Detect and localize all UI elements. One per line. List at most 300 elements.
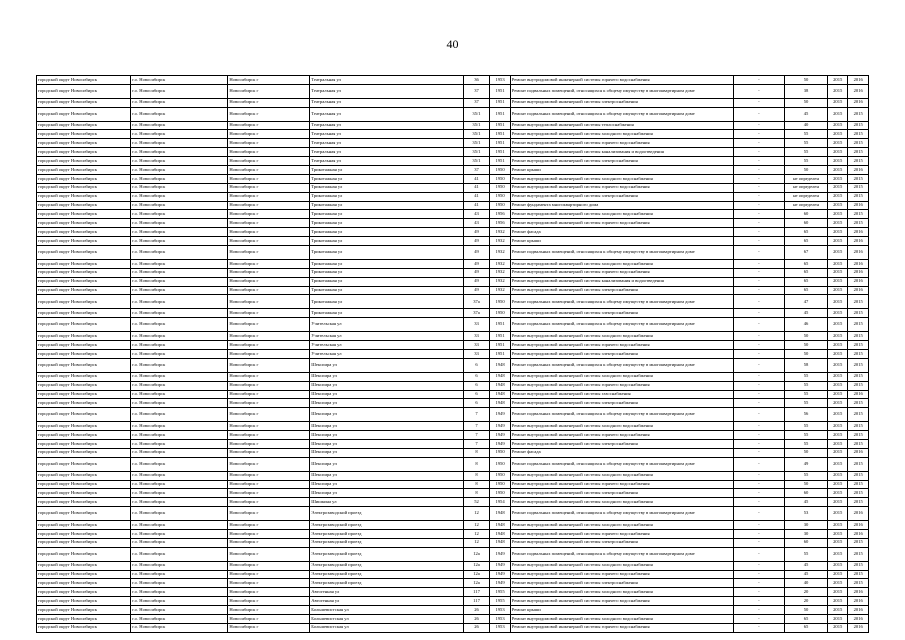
district-cell: городской округ Новосибирск	[37, 480, 131, 489]
district-cell: городской округ Новосибирск	[37, 259, 131, 268]
start-year-cell: 2015	[827, 480, 847, 489]
wear-percent-cell: 38	[785, 84, 828, 98]
end-year-cell: 2015	[848, 471, 869, 480]
street-cell: Электрозаводский проезд	[310, 538, 464, 547]
district-cell: городской округ Новосибирск	[37, 121, 131, 130]
dash-cell: -	[733, 399, 784, 408]
house-number-cell: 8	[463, 489, 490, 498]
city-cell: Новосибирск г	[228, 318, 310, 332]
district-cell: городской округ Новосибирск	[37, 295, 131, 309]
street-cell: Электрозаводский проезд	[310, 529, 464, 538]
table-row	[37, 174, 869, 183]
end-year-cell: 2015	[848, 547, 869, 561]
work-type-cell: Ремонт внутридомовой инженерной системы горячего водоснабжения	[510, 623, 733, 632]
end-year-cell: 2015	[848, 480, 869, 489]
table-row	[37, 372, 869, 381]
dash-cell: -	[733, 372, 784, 381]
wear-percent-cell: 55	[785, 390, 828, 399]
end-year-cell: 2016	[848, 286, 869, 295]
city-cell: Новосибирск г	[228, 246, 310, 260]
house-number-cell: 37а	[463, 309, 490, 318]
dash-cell: -	[733, 381, 784, 390]
year-built-cell: 1949	[490, 561, 510, 570]
district-cell: городской округ Новосибирск	[37, 148, 131, 157]
year-built-cell: 1948	[490, 529, 510, 538]
municipality-cell: г.о. Новосибирск	[131, 318, 228, 332]
dash-cell: -	[733, 228, 784, 237]
table-row	[37, 318, 869, 332]
district-cell: городской округ Новосибирск	[37, 130, 131, 139]
city-cell: Новосибирск г	[228, 521, 310, 530]
start-year-cell: 2015	[827, 408, 847, 422]
wear-percent-cell: 65	[785, 259, 828, 268]
district-cell: городской округ Новосибирск	[37, 139, 131, 148]
municipality-cell: г.о. Новосибирск	[131, 529, 228, 538]
city-cell: Новосибирск г	[228, 332, 310, 341]
district-cell: городской округ Новосибирск	[37, 277, 131, 286]
wear-percent-cell: не определен	[785, 183, 828, 192]
start-year-cell: 2015	[827, 98, 847, 107]
table-row	[37, 157, 869, 166]
wear-percent-cell: 50	[785, 349, 828, 358]
table-row	[37, 498, 869, 507]
street-cell: Трикотажная ул	[310, 295, 464, 309]
city-cell: Новосибирск г	[228, 381, 310, 390]
wear-percent-cell: 46	[785, 318, 828, 332]
wear-percent-cell: 40	[785, 579, 828, 588]
start-year-cell: 2015	[827, 174, 847, 183]
year-built-cell: 1954	[490, 498, 510, 507]
municipality-cell: г.о. Новосибирск	[131, 431, 228, 440]
district-cell: городской округ Новосибирск	[37, 358, 131, 372]
street-cell: Трикотажная ул	[310, 228, 464, 237]
city-cell: Новосибирск г	[228, 84, 310, 98]
dash-cell: -	[733, 332, 784, 341]
table-row	[37, 597, 869, 606]
dash-cell: -	[733, 341, 784, 350]
house-number-cell: 37а	[463, 295, 490, 309]
house-number-cell: 41	[463, 174, 490, 183]
municipality-cell: г.о. Новосибирск	[131, 166, 228, 175]
house-number-cell: 43	[463, 219, 490, 228]
street-cell: Шекспира ул	[310, 381, 464, 390]
wear-percent-cell: 45	[785, 498, 828, 507]
table-row	[37, 277, 869, 286]
city-cell: Новосибирск г	[228, 349, 310, 358]
district-cell: городской округ Новосибирск	[37, 471, 131, 480]
wear-percent-cell: 65	[785, 623, 828, 632]
work-type-cell: Ремонт внутридомовой инженерной системы электроснабжения	[510, 286, 733, 295]
end-year-cell: 2016	[848, 623, 869, 632]
district-cell: городской округ Новосибирск	[37, 372, 131, 381]
table-row	[37, 286, 869, 295]
municipality-cell: г.о. Новосибирск	[131, 341, 228, 350]
end-year-cell: 2015	[848, 130, 869, 139]
street-cell: Электрозаводский проезд	[310, 521, 464, 530]
dash-cell: -	[733, 480, 784, 489]
municipality-cell: г.о. Новосибирск	[131, 538, 228, 547]
start-year-cell: 2015	[827, 597, 847, 606]
end-year-cell: 2016	[848, 614, 869, 623]
table-row	[37, 358, 869, 372]
street-cell: Трикотажная ул	[310, 219, 464, 228]
dash-cell: -	[733, 259, 784, 268]
city-cell: Новосибирск г	[228, 390, 310, 399]
work-type-cell: Ремонт внутридомовой инженерной системы электроснабжения	[510, 192, 733, 201]
dash-cell: -	[733, 98, 784, 107]
city-cell: Новосибирск г	[228, 76, 310, 85]
district-cell: городской округ Новосибирск	[37, 439, 131, 448]
district-cell: городской округ Новосибирск	[37, 341, 131, 350]
municipality-cell: г.о. Новосибирск	[131, 157, 228, 166]
table-row	[37, 76, 869, 85]
dash-cell: -	[733, 390, 784, 399]
end-year-cell: 2016	[848, 588, 869, 597]
house-number-cell: 49	[463, 277, 490, 286]
street-cell: Учительская ул	[310, 349, 464, 358]
street-cell: Шекспира ул	[310, 408, 464, 422]
district-cell: городской округ Новосибирск	[37, 381, 131, 390]
wear-percent-cell: 45	[785, 309, 828, 318]
city-cell: Новосибирск г	[228, 192, 310, 201]
street-cell: Электрозаводский проезд	[310, 547, 464, 561]
municipality-cell: г.о. Новосибирск	[131, 614, 228, 623]
district-cell: городской округ Новосибирск	[37, 174, 131, 183]
city-cell: Новосибирск г	[228, 480, 310, 489]
dash-cell: -	[733, 547, 784, 561]
municipality-cell: г.о. Новосибирск	[131, 201, 228, 210]
municipality-cell: г.о. Новосибирск	[131, 471, 228, 480]
dash-cell: -	[733, 507, 784, 521]
city-cell: Новосибирск г	[228, 597, 310, 606]
municipality-cell: г.о. Новосибирск	[131, 448, 228, 457]
house-number-cell: 35/1	[463, 157, 490, 166]
end-year-cell: 2015	[848, 358, 869, 372]
street-cell: Театральная ул	[310, 98, 464, 107]
street-cell: Электрозаводский проезд	[310, 507, 464, 521]
district-cell: городской округ Новосибирск	[37, 107, 131, 121]
municipality-cell: г.о. Новосибирск	[131, 358, 228, 372]
house-number-cell: 36	[463, 76, 490, 85]
district-cell: городской округ Новосибирск	[37, 431, 131, 440]
house-number-cell: 33	[463, 318, 490, 332]
district-cell: городской округ Новосибирск	[37, 268, 131, 277]
wear-percent-cell: 50	[785, 448, 828, 457]
district-cell: городской округ Новосибирск	[37, 489, 131, 498]
start-year-cell: 2015	[827, 121, 847, 130]
street-cell: Шекспира ул	[310, 358, 464, 372]
street-cell: Трикотажная ул	[310, 183, 464, 192]
work-type-cell: Ремонт фасада	[510, 448, 733, 457]
wear-percent-cell: 55	[785, 139, 828, 148]
dash-cell: -	[733, 471, 784, 480]
city-cell: Новосибирск г	[228, 448, 310, 457]
street-cell: Трикотажная ул	[310, 246, 464, 260]
house-number-cell: 7	[463, 422, 490, 431]
house-number-cell: 117	[463, 597, 490, 606]
house-number-cell: 12а	[463, 547, 490, 561]
house-number-cell: 41	[463, 183, 490, 192]
dash-cell: -	[733, 318, 784, 332]
work-type-cell: Ремонт подвальных помещений, относящихся к общему имуществу в многоквартирном доме	[510, 358, 733, 372]
wear-percent-cell: 55	[785, 439, 828, 448]
dash-cell: -	[733, 237, 784, 246]
municipality-cell: г.о. Новосибирск	[131, 84, 228, 98]
work-type-cell: Ремонт крыши	[510, 237, 733, 246]
table-row	[37, 422, 869, 431]
year-built-cell: 1950	[490, 489, 510, 498]
house-number-cell: 37	[463, 166, 490, 175]
city-cell: Новосибирск г	[228, 588, 310, 597]
work-type-cell: Ремонт внутридомовой инженерной системы холодного водоснабжения	[510, 588, 733, 597]
end-year-cell: 2016	[848, 529, 869, 538]
street-cell: Театральная ул	[310, 76, 464, 85]
wear-percent-cell: 55	[785, 431, 828, 440]
dash-cell: -	[733, 529, 784, 538]
start-year-cell: 2015	[827, 76, 847, 85]
end-year-cell: 2016	[848, 390, 869, 399]
house-number-cell: 33	[463, 349, 490, 358]
table-row	[37, 332, 869, 341]
municipality-cell: г.о. Новосибирск	[131, 130, 228, 139]
municipality-cell: г.о. Новосибирск	[131, 107, 228, 121]
wear-percent-cell: 30	[785, 529, 828, 538]
house-number-cell: 33	[463, 332, 490, 341]
street-cell: Трикотажная ул	[310, 259, 464, 268]
work-type-cell: Ремонт крыши	[510, 166, 733, 175]
municipality-cell: г.о. Новосибирск	[131, 588, 228, 597]
dash-cell: -	[733, 349, 784, 358]
work-type-cell: Ремонт внутридомовой инженерной системы теплоснабжения	[510, 121, 733, 130]
street-cell: Шекспира ул	[310, 372, 464, 381]
district-cell: городской округ Новосибирск	[37, 76, 131, 85]
work-type-cell: Ремонт внутридомовой инженерной системы горячего водоснабжения	[510, 381, 733, 390]
start-year-cell: 2015	[827, 498, 847, 507]
street-cell: Шекспира ул	[310, 390, 464, 399]
street-cell: Электрозаводский проезд	[310, 570, 464, 579]
district-cell: городской округ Новосибирск	[37, 570, 131, 579]
end-year-cell: 2015	[848, 309, 869, 318]
wear-percent-cell: 55	[785, 399, 828, 408]
municipality-cell: г.о. Новосибирск	[131, 332, 228, 341]
dash-cell: -	[733, 139, 784, 148]
city-cell: Новосибирск г	[228, 579, 310, 588]
table-row	[37, 408, 869, 422]
start-year-cell: 2015	[827, 219, 847, 228]
house-number-cell: 7	[463, 439, 490, 448]
wear-percent-cell: 55	[785, 372, 828, 381]
dash-cell: -	[733, 614, 784, 623]
year-built-cell: 1948	[490, 538, 510, 547]
work-type-cell: Ремонт подвальных помещений, относящихся к общему имуществу в многоквартирном доме	[510, 318, 733, 332]
table-row	[37, 579, 869, 588]
house-number-cell: 6	[463, 381, 490, 390]
table-row	[37, 561, 869, 570]
work-type-cell: Ремонт внутридомовой инженерной системы холодного водоснабжения	[510, 210, 733, 219]
table-row	[37, 521, 869, 530]
year-built-cell: 1955	[490, 597, 510, 606]
work-type-cell: Ремонт внутридомовой инженерной системы холодного водоснабжения	[510, 130, 733, 139]
work-type-cell: Ремонт внутридомовой инженерной системы газоснабжения	[510, 390, 733, 399]
house-number-cell: 26	[463, 623, 490, 632]
municipality-cell: г.о. Новосибирск	[131, 439, 228, 448]
end-year-cell: 2015	[848, 431, 869, 440]
street-cell: Шекспира ул	[310, 431, 464, 440]
table-row	[37, 309, 869, 318]
wear-percent-cell: 50	[785, 76, 828, 85]
city-cell: Новосибирск г	[228, 547, 310, 561]
end-year-cell: 2015	[848, 422, 869, 431]
year-built-cell: 1948	[490, 507, 510, 521]
start-year-cell: 2015	[827, 390, 847, 399]
work-type-cell: Ремонт внутридомовой инженерной системы холодного водоснабжения	[510, 521, 733, 530]
house-number-cell: 12	[463, 521, 490, 530]
municipality-cell: г.о. Новосибирск	[131, 349, 228, 358]
municipality-cell: г.о. Новосибирск	[131, 570, 228, 579]
city-cell: Новосибирск г	[228, 228, 310, 237]
wear-percent-cell: 20	[785, 597, 828, 606]
table-row	[37, 588, 869, 597]
house-number-cell: 41	[463, 201, 490, 210]
house-number-cell: 26	[463, 614, 490, 623]
wear-percent-cell: 55	[785, 547, 828, 561]
city-cell: Новосибирск г	[228, 457, 310, 471]
street-cell: Театральная ул	[310, 121, 464, 130]
house-number-cell: 49	[463, 286, 490, 295]
work-type-cell: Ремонт внутридомовой инженерной системы холодного водоснабжения	[510, 471, 733, 480]
end-year-cell: 2015	[848, 148, 869, 157]
wear-percent-cell: 50	[785, 480, 828, 489]
start-year-cell: 2015	[827, 210, 847, 219]
table-row	[37, 471, 869, 480]
start-year-cell: 2015	[827, 286, 847, 295]
year-built-cell: 1953	[490, 623, 510, 632]
wear-percent-cell: 56	[785, 408, 828, 422]
house-number-cell: 8	[463, 471, 490, 480]
street-cell: Трикотажная ул	[310, 174, 464, 183]
year-built-cell: 1932	[490, 237, 510, 246]
work-type-cell: Ремонт внутридомовой инженерной системы электроснабжения	[510, 98, 733, 107]
table-row	[37, 148, 869, 157]
table-row	[37, 547, 869, 561]
year-built-cell: 1951	[490, 341, 510, 350]
house-number-cell: 6	[463, 399, 490, 408]
district-cell: городской округ Новосибирск	[37, 157, 131, 166]
dash-cell: -	[733, 588, 784, 597]
street-cell: Большевистская ул	[310, 623, 464, 632]
municipality-cell: г.о. Новосибирск	[131, 219, 228, 228]
municipality-cell: г.о. Новосибирск	[131, 561, 228, 570]
year-built-cell: 1949	[490, 547, 510, 561]
table-row	[37, 201, 869, 210]
street-cell: Шекспира ул	[310, 422, 464, 431]
year-built-cell: 1951	[490, 98, 510, 107]
street-cell: Шишкина ул	[310, 498, 464, 507]
house-number-cell: 7	[463, 431, 490, 440]
city-cell: Новосибирск г	[228, 606, 310, 615]
work-type-cell: Ремонт внутридомовой инженерной системы горячего водоснабжения	[510, 268, 733, 277]
table-row	[37, 228, 869, 237]
wear-percent-cell: 50	[785, 332, 828, 341]
street-cell: Большевистская ул	[310, 614, 464, 623]
year-built-cell: 1950	[490, 471, 510, 480]
table-row	[37, 439, 869, 448]
wear-percent-cell: 65	[785, 237, 828, 246]
district-cell: городской округ Новосибирск	[37, 507, 131, 521]
street-cell: Театральная ул	[310, 130, 464, 139]
start-year-cell: 2015	[827, 448, 847, 457]
start-year-cell: 2015	[827, 614, 847, 623]
end-year-cell: 2015	[848, 139, 869, 148]
district-cell: городской округ Новосибирск	[37, 332, 131, 341]
year-built-cell: 1951	[490, 139, 510, 148]
street-cell: Трикотажная ул	[310, 268, 464, 277]
work-type-cell: Ремонт подвальных помещений, относящихся к общему имуществу в многоквартирном доме	[510, 84, 733, 98]
year-built-cell: 1949	[490, 431, 510, 440]
municipality-cell: г.о. Новосибирск	[131, 521, 228, 530]
district-cell: городской округ Новосибирск	[37, 614, 131, 623]
table-row	[37, 538, 869, 547]
work-type-cell: Ремонт подвальных помещений, относящихся к общему имуществу в многоквартирном доме	[510, 246, 733, 260]
street-cell: Шекспира ул	[310, 448, 464, 457]
wear-percent-cell: 55	[785, 130, 828, 139]
municipality-cell: г.о. Новосибирск	[131, 210, 228, 219]
table-row	[37, 210, 869, 219]
district-cell: городской округ Новосибирск	[37, 309, 131, 318]
table-row	[37, 480, 869, 489]
dash-cell: -	[733, 166, 784, 175]
work-type-cell: Ремонт внутридомовой инженерной системы холодного водоснабжения	[510, 614, 733, 623]
municipality-cell: г.о. Новосибирск	[131, 498, 228, 507]
start-year-cell: 2015	[827, 507, 847, 521]
table-row	[37, 507, 869, 521]
year-built-cell: 1950	[490, 457, 510, 471]
year-built-cell: 1951	[490, 84, 510, 98]
dash-cell: -	[733, 192, 784, 201]
dash-cell: -	[733, 268, 784, 277]
district-cell: городской округ Новосибирск	[37, 219, 131, 228]
dash-cell: -	[733, 457, 784, 471]
house-number-cell: 49	[463, 268, 490, 277]
wear-percent-cell: 50	[785, 341, 828, 350]
work-type-cell: Ремонт внутридомовой инженерной системы электроснабжения	[510, 538, 733, 547]
municipality-cell: г.о. Новосибирск	[131, 390, 228, 399]
start-year-cell: 2015	[827, 157, 847, 166]
year-built-cell: 1950	[490, 192, 510, 201]
house-number-cell: 8	[463, 480, 490, 489]
municipality-cell: г.о. Новосибирск	[131, 286, 228, 295]
house-number-cell: 37	[463, 98, 490, 107]
house-number-cell: 12	[463, 507, 490, 521]
municipality-cell: г.о. Новосибирск	[131, 623, 228, 632]
end-year-cell: 2015	[848, 538, 869, 547]
work-type-cell: Ремонт крыши	[510, 606, 733, 615]
work-type-cell: Ремонт внутридомовой инженерной системы горячего водоснабжения	[510, 597, 733, 606]
end-year-cell: 2015	[848, 318, 869, 332]
table-row	[37, 570, 869, 579]
dash-cell: -	[733, 148, 784, 157]
municipality-cell: г.о. Новосибирск	[131, 237, 228, 246]
city-cell: Новосибирск г	[228, 157, 310, 166]
city-cell: Новосибирск г	[228, 130, 310, 139]
house-number-cell: 35/1	[463, 107, 490, 121]
start-year-cell: 2015	[827, 107, 847, 121]
dash-cell: -	[733, 538, 784, 547]
year-built-cell: 1950	[490, 201, 510, 210]
wear-percent-cell: 60	[785, 489, 828, 498]
work-type-cell: Ремонт внутридомовой инженерной системы горячего водоснабжения	[510, 76, 733, 85]
wear-percent-cell: 55	[785, 422, 828, 431]
